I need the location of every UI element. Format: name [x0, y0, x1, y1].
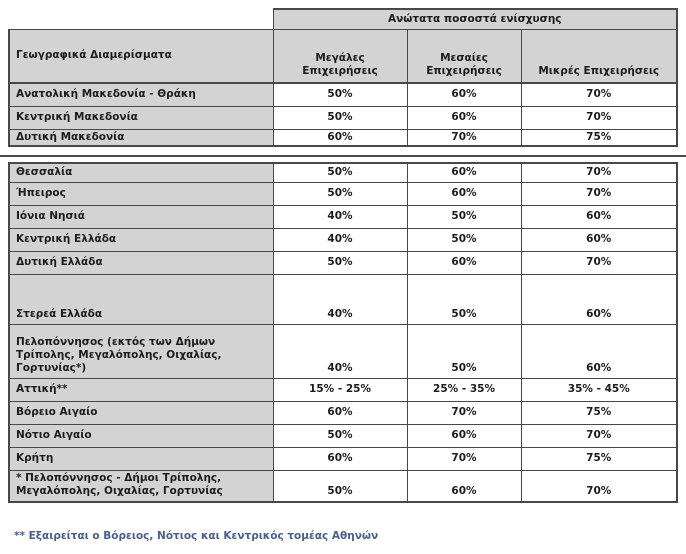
- region-name-cell: Βόρειο Αιγαίο: [9, 401, 273, 424]
- small-pct-cell: 75%: [521, 447, 677, 470]
- small-pct-cell: 70%: [521, 106, 677, 129]
- table-row: [9, 251, 677, 274]
- medium-pct-cell: 60%: [407, 182, 521, 205]
- medium-pct-cell: 50%: [407, 205, 521, 228]
- region-name-cell: * Πελοπόννησος - Δήμοι Τρίπολης, Μεγαλόπολης, Οιχαλίας, Γορτυνίας: [9, 470, 273, 502]
- region-name-cell: Ήπειρος: [9, 182, 273, 205]
- table-row: [9, 324, 677, 378]
- region-name-cell: Ανατολική Μακεδονία - Θράκη: [9, 83, 273, 106]
- table-row: [9, 424, 677, 447]
- small-pct-cell: 35% - 45%: [521, 378, 677, 401]
- region-name-cell: Νότιο Αιγαίο: [9, 424, 273, 447]
- table-row: [9, 228, 677, 251]
- small-pct-cell: 70%: [521, 163, 677, 182]
- table-row: [9, 83, 677, 106]
- small-pct-cell: 70%: [521, 182, 677, 205]
- small-enterprises-header-cell: Μικρές Επιχειρήσεις: [521, 29, 677, 83]
- page-split-line: [0, 155, 686, 157]
- small-pct-cell: 70%: [521, 470, 677, 502]
- region-name-cell: Κεντρική Μακεδονία: [9, 106, 273, 129]
- medium-pct-cell: 50%: [407, 274, 521, 324]
- medium-pct-cell: 60%: [407, 163, 521, 182]
- large-pct-cell: 60%: [273, 129, 407, 146]
- blank-corner-cell: [9, 9, 273, 29]
- large-pct-cell: 40%: [273, 274, 407, 324]
- table-row: [9, 106, 677, 129]
- region-name-cell: Κεντρική Ελλάδα: [9, 228, 273, 251]
- large-enterprises-header-cell: Μεγάλες Επιχειρήσεις: [273, 29, 407, 83]
- table-row: [9, 205, 677, 228]
- medium-pct-cell: 25% - 35%: [407, 378, 521, 401]
- aid-rates-table-lower: [8, 162, 678, 503]
- medium-pct-cell: 60%: [407, 470, 521, 502]
- medium-pct-cell: 70%: [407, 401, 521, 424]
- large-pct-cell: 60%: [273, 447, 407, 470]
- small-pct-cell: 75%: [521, 129, 677, 146]
- small-pct-cell: 70%: [521, 424, 677, 447]
- large-pct-cell: 40%: [273, 205, 407, 228]
- large-pct-cell: 40%: [273, 324, 407, 378]
- large-pct-cell: 50%: [273, 182, 407, 205]
- region-name-cell: Αττική**: [9, 378, 273, 401]
- large-pct-cell: 50%: [273, 83, 407, 106]
- medium-pct-cell: 60%: [407, 106, 521, 129]
- medium-enterprises-header-cell: Μεσαίες Επιχειρήσεις: [407, 29, 521, 83]
- large-pct-cell: 50%: [273, 251, 407, 274]
- large-pct-cell: 50%: [273, 424, 407, 447]
- region-header-cell: Γεωγραφικά Διαμερίσματα: [9, 29, 273, 83]
- region-name-cell: Πελοπόννησος (εκτός των Δήμων Τρίπολης, Μεγαλόπολης, Οιχαλίας, Γορτυνίας*): [9, 324, 273, 378]
- medium-pct-cell: 60%: [407, 251, 521, 274]
- medium-pct-cell: 60%: [407, 424, 521, 447]
- small-pct-cell: 75%: [521, 401, 677, 424]
- large-pct-cell: 50%: [273, 470, 407, 502]
- table-row: [9, 129, 677, 146]
- medium-pct-cell: 50%: [407, 228, 521, 251]
- region-name-cell: Θεσσαλία: [9, 163, 273, 182]
- medium-pct-cell: 60%: [407, 83, 521, 106]
- table-row: [9, 163, 677, 182]
- table-row: [9, 470, 677, 502]
- large-pct-cell: 60%: [273, 401, 407, 424]
- top-header-cell: Ανώτατα ποσοστά ενίσχυσης: [273, 9, 677, 29]
- medium-pct-cell: 70%: [407, 129, 521, 146]
- table-row: [9, 401, 677, 424]
- region-name-cell: Στερεά Ελλάδα: [9, 274, 273, 324]
- region-name-cell: Ιόνια Νησιά: [9, 205, 273, 228]
- large-pct-cell: 40%: [273, 228, 407, 251]
- small-pct-cell: 70%: [521, 83, 677, 106]
- region-name-cell: Δυτική Μακεδονία: [9, 129, 273, 146]
- table-row: [9, 274, 677, 324]
- table-row: [9, 182, 677, 205]
- large-pct-cell: 50%: [273, 163, 407, 182]
- table-row: [9, 378, 677, 401]
- region-name-cell: Δυτική Ελλάδα: [9, 251, 273, 274]
- small-pct-cell: 70%: [521, 251, 677, 274]
- medium-pct-cell: 50%: [407, 324, 521, 378]
- aid-rates-table-upper: [8, 8, 678, 147]
- large-pct-cell: 15% - 25%: [273, 378, 407, 401]
- medium-pct-cell: 70%: [407, 447, 521, 470]
- footnote-text: ** Εξαιρείται ο Βόρειος, Νότιος και Κεντρικός τομέας Αθηνών: [14, 530, 379, 542]
- table-row: [9, 9, 677, 29]
- table-row: [9, 447, 677, 470]
- small-pct-cell: 60%: [521, 205, 677, 228]
- table-row: [9, 29, 677, 83]
- small-pct-cell: 60%: [521, 274, 677, 324]
- region-name-cell: Κρήτη: [9, 447, 273, 470]
- large-pct-cell: 50%: [273, 106, 407, 129]
- small-pct-cell: 60%: [521, 228, 677, 251]
- small-pct-cell: 60%: [521, 324, 677, 378]
